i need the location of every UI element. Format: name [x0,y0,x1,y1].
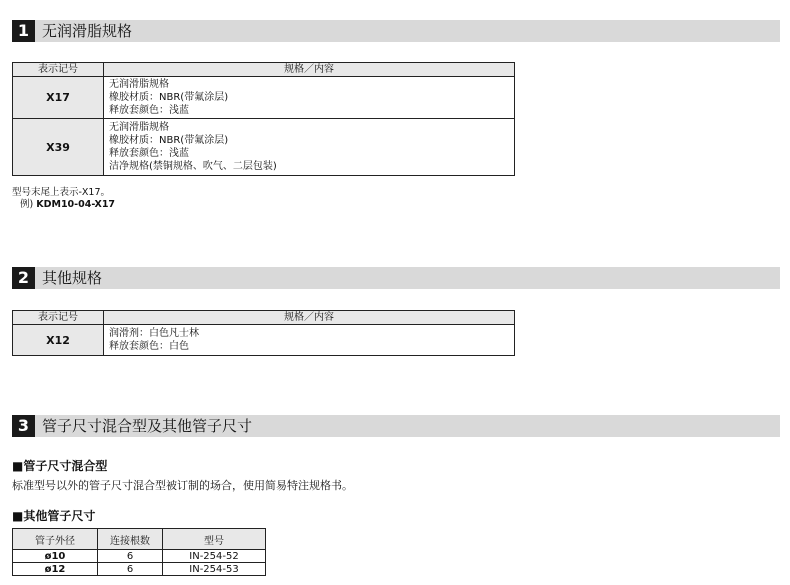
spec-table-1 [12,62,515,176]
section-1-header [12,20,780,42]
section-number: 3 [12,415,35,437]
header-code: 表示记号 [13,63,104,77]
header-model: 型号 [163,529,266,550]
model-cell: IN-254-53 [163,563,266,576]
count-cell: 6 [98,563,163,576]
header-code: 表示记号 [13,311,104,325]
subsection-text-mixed: 标准型号以外的管子尺寸混合型被订制的场合，使用简易特注规格书。 [12,479,353,492]
table-row [13,563,266,576]
content-cell [104,119,515,176]
count-cell: 6 [98,550,163,563]
note-line: 型号末尾上表示-X17。 [12,187,111,198]
table-row [13,325,515,356]
content-line: 橡胶材质：NBR(带氟涂层) [109,92,229,103]
note-example-line [12,199,115,211]
table-row [13,119,515,176]
spec-table-2 [12,310,515,356]
subsection-title-mixed: ■管子尺寸混合型 [12,459,108,473]
section-number: 2 [12,267,35,289]
subsection-title-other: ■其他管子尺寸 [12,509,96,523]
pipe-size-table [12,528,266,576]
note [12,187,115,211]
header-diameter: 管子外径 [13,529,98,550]
section-title: 管子尺寸混合型及其他管子尺寸 [42,417,253,435]
content-line: 释放套颜色：白色 [109,341,189,352]
header-count: 连接根数 [98,529,163,550]
content-line: 洁净规格(禁铜规格、吹气、二层包装) [109,161,277,172]
section-2-header [12,267,780,289]
table-row [13,77,515,119]
section-title: 无润滑脂规格 [42,22,133,40]
code-cell: X12 [13,325,104,356]
section-title: 其他规格 [42,269,103,287]
content-line: 无润滑脂规格 [109,79,169,90]
content-line: 橡胶材质：NBR(带氟涂层) [109,135,229,146]
note-prefix: 例) [20,199,34,210]
content-cell [104,325,515,356]
diameter-cell: ø10 [13,550,98,563]
code-cell: X39 [13,119,104,176]
model-cell: IN-254-52 [163,550,266,563]
code-cell: X17 [13,77,104,119]
header-content: 规格／内容 [104,63,515,77]
content-line: 润滑剂：白色凡士林 [109,328,199,339]
content-cell [104,77,515,119]
content-line: 无润滑脂规格 [109,122,169,133]
table-row [13,550,266,563]
content-line: 释放套颜色：浅蓝 [109,105,189,116]
header-content: 规格／内容 [104,311,515,325]
diameter-cell: ø12 [13,563,98,576]
section-3-header [12,415,780,437]
note-example: KDM10-04-X17 [36,199,116,210]
content-line: 释放套颜色：浅蓝 [109,148,189,159]
section-number: 1 [12,20,35,42]
